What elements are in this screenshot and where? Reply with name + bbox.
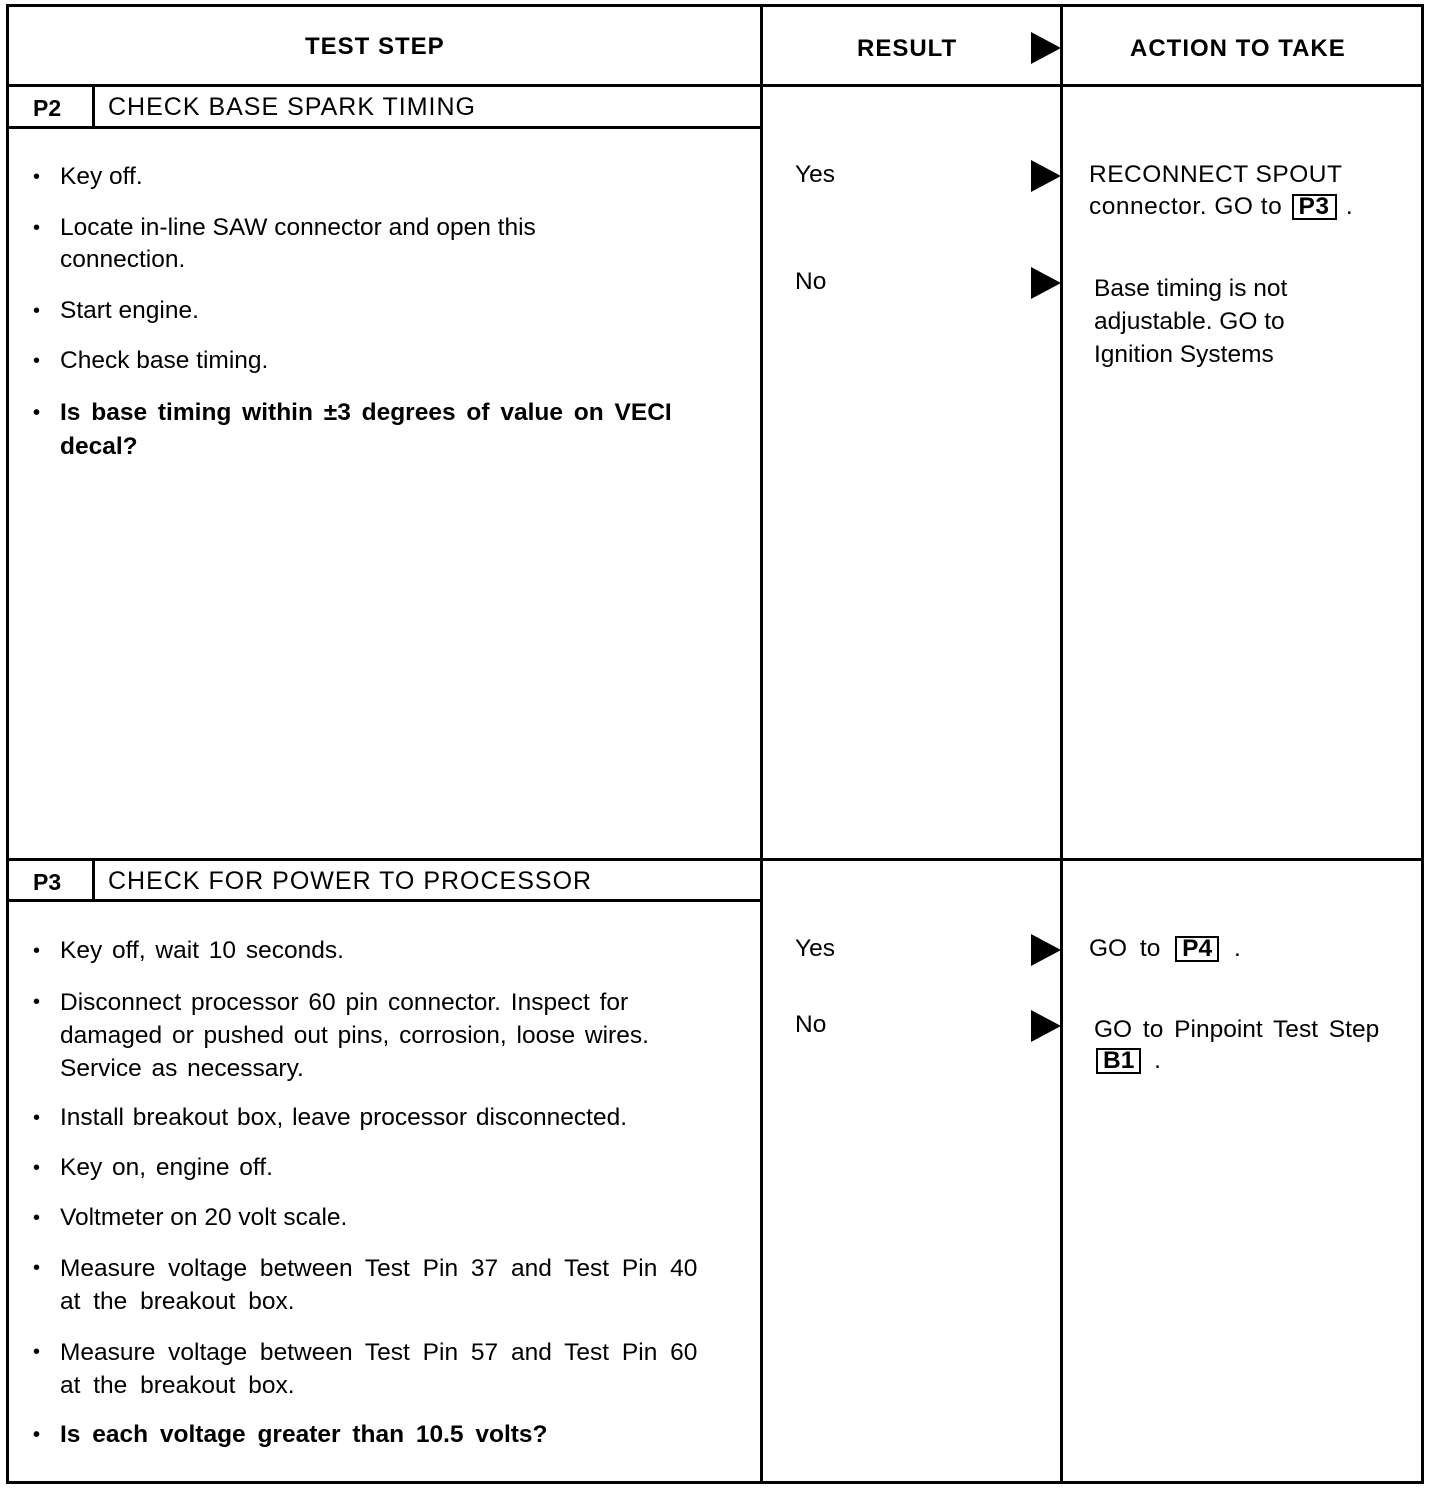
section-divider: [6, 858, 1424, 861]
p3-question: • Is each voltage greater than 10.5 volts?: [60, 1419, 740, 1451]
p2-instruction: • Key off.: [60, 161, 740, 193]
p3-instruction: • Install breakout box, leave processor disconnected.: [60, 1102, 740, 1134]
p3-result-yes: Yes: [795, 935, 835, 962]
p3-action-no-text: GO to Pinpoint Test Step: [1094, 1016, 1380, 1043]
p2-action-yes-text: RECONNECT SPOUT connector. GO to: [1089, 161, 1342, 220]
p3-instruction: • Disconnect processor 60 pin connector. Inspect for damaged or pushed out pins, corrosion, loose wires. Service as necessary.: [60, 986, 725, 1085]
p2-result-no: No: [795, 268, 827, 295]
p3-title-rule: [6, 899, 763, 902]
p2-action-no-text: Base timing is not adjustable. GO to Ignition Systems: [1094, 275, 1288, 368]
p3-yes-arrow-icon: [1031, 934, 1061, 966]
p2-instruction: • Check base timing.: [60, 345, 740, 377]
col-divider-2: [1060, 4, 1063, 1484]
p2-no-arrow-icon: [1031, 267, 1061, 299]
p2-instruction: • Start engine.: [60, 295, 740, 327]
p2-step-title: CHECK BASE SPARK TIMING: [108, 93, 476, 121]
p3-action-yes-suffix: .: [1233, 935, 1241, 962]
p2-title-rule: [6, 126, 763, 129]
p3-instruction: • Voltmeter on 20 volt scale.: [60, 1202, 740, 1234]
header-action: ACTION TO TAKE: [1130, 35, 1346, 62]
p2-action-yes-suffix: .: [1345, 193, 1354, 220]
p2-instruction: • Locate in-line SAW connector and open this connection.: [60, 212, 660, 276]
header-rule: [6, 84, 1424, 87]
frame-top: [6, 4, 1424, 7]
p3-action-no-suffix: .: [1154, 1047, 1161, 1074]
frame-left: [6, 4, 9, 1484]
frame-bottom: [6, 1481, 1424, 1484]
p2-step-id: P2: [33, 95, 62, 121]
header-result: RESULT: [857, 35, 958, 62]
p2-action-no: [1094, 272, 1354, 371]
p3-action-no-ref[interactable]: B1: [1096, 1048, 1141, 1074]
p3-action-no: [1094, 1014, 1394, 1076]
p3-instruction: • Key off, wait 10 seconds.: [60, 935, 740, 967]
p2-id-divider: [92, 84, 95, 128]
p3-instruction: • Key on, engine off.: [60, 1152, 740, 1184]
p3-id-divider: [92, 858, 95, 901]
col-divider-1: [760, 4, 763, 1484]
p3-step-id: P3: [33, 869, 62, 895]
p3-action-yes-text: GO to: [1089, 935, 1161, 962]
p2-action-yes-ref[interactable]: P3: [1292, 194, 1337, 220]
p3-instruction: • Measure voltage between Test Pin 57 and Test Pin 60 at the breakout box.: [60, 1336, 710, 1402]
header-arrow-icon: [1031, 32, 1061, 64]
p3-action-yes: [1089, 933, 1409, 965]
p2-yes-arrow-icon: [1031, 160, 1061, 192]
p3-result-no: No: [795, 1011, 827, 1038]
p3-action-yes-ref[interactable]: P4: [1175, 936, 1219, 962]
p3-step-title: CHECK FOR POWER TO PROCESSOR: [108, 867, 593, 895]
frame-right: [1421, 4, 1424, 1484]
p2-question: • Is base timing within ±3 degrees of value on VECI decal?: [60, 396, 720, 464]
p2-action-yes: [1089, 159, 1414, 223]
header-test-step: TEST STEP: [305, 33, 445, 60]
p3-instruction: • Measure voltage between Test Pin 37 and Test Pin 40 at the breakout box.: [60, 1252, 710, 1318]
p3-no-arrow-icon: [1031, 1010, 1061, 1042]
p2-result-yes: Yes: [795, 161, 835, 188]
